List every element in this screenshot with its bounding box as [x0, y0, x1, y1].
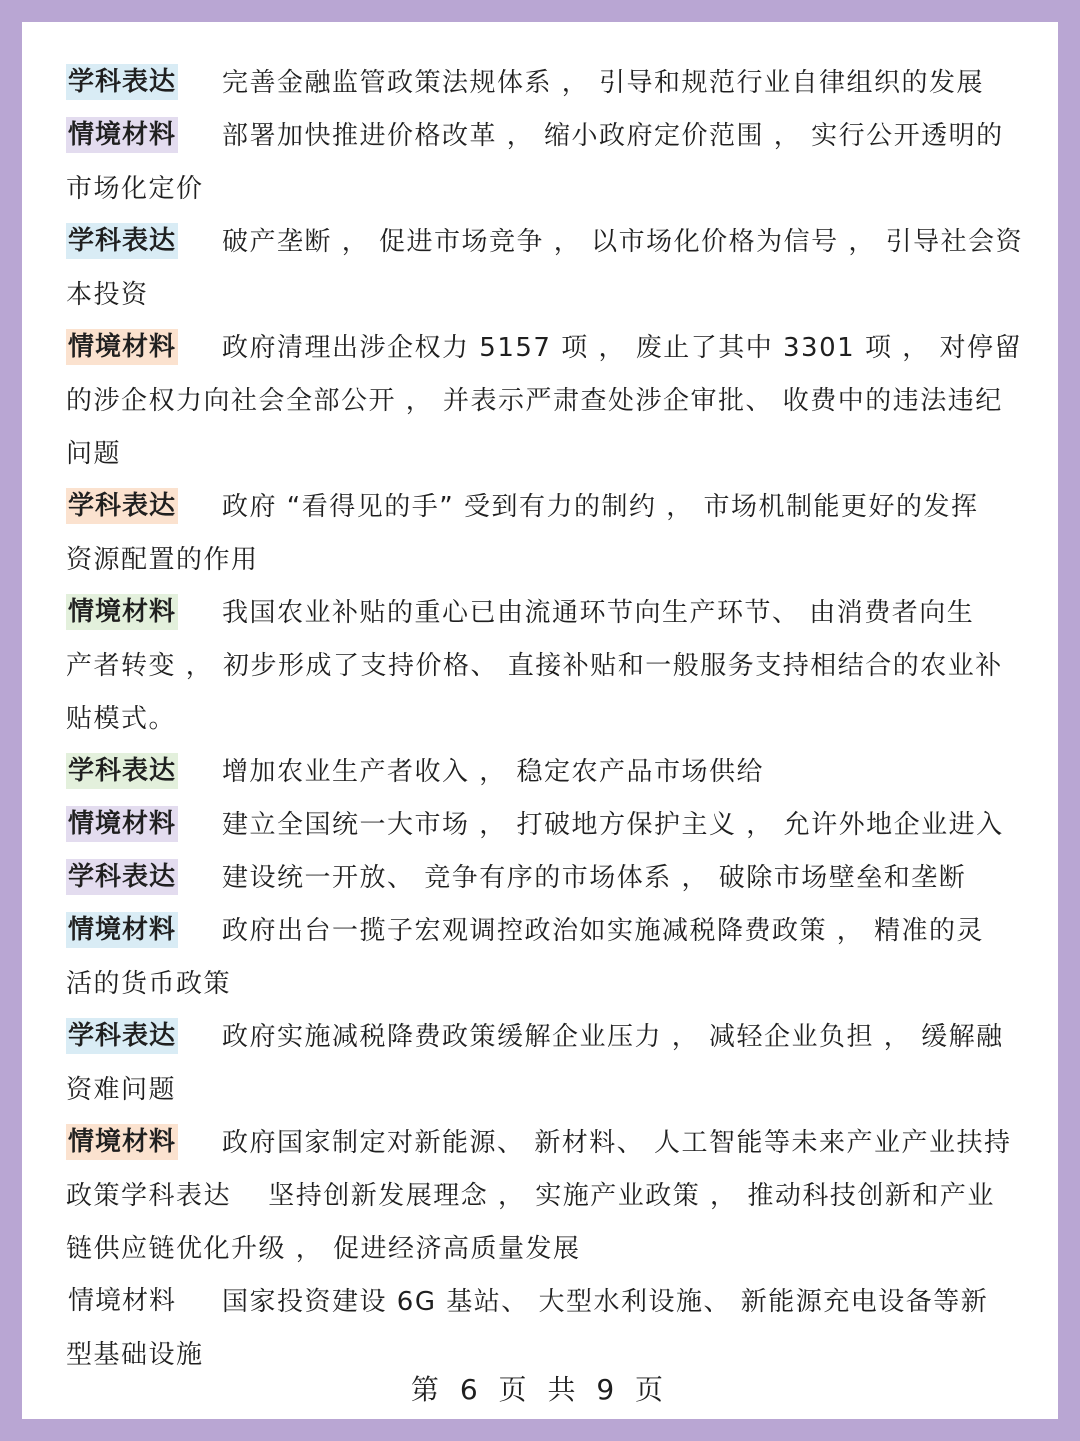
entry-first-line: [66, 905, 1026, 958]
entry-text: 资难问题: [66, 1075, 177, 1105]
context-material-tag: 情境材料: [66, 912, 178, 948]
context-material-tag: 情境材料: [66, 329, 178, 365]
entry-continuation-line: [66, 1223, 1026, 1276]
entry-text: 政府国家制定对新能源、 新材料、 人工智能等未来产业产业扶持: [222, 1128, 1012, 1158]
document-body: [66, 57, 1026, 1382]
entry-continuation-line: [66, 958, 1026, 1011]
entry-text: 市场化定价: [66, 174, 204, 204]
context-material-tag: 情境材料: [68, 1285, 177, 1316]
entry-first-line: [66, 322, 1026, 375]
entry-continuation-line: [66, 534, 1026, 587]
subject-expression-tag: 学科表达: [66, 1018, 178, 1054]
context-material-tag: 情境材料: [66, 117, 178, 153]
entry-text: 建设统一开放、 竞争有序的市场体系 ， 破除市场壁垒和垄断: [222, 863, 967, 893]
entry-text: 我国农业补贴的重心已由流通环节向生产环节、 由消费者向生: [222, 598, 975, 628]
context-material-tag: 情境材料: [66, 594, 178, 630]
entry-continuation-line: [66, 693, 1026, 746]
entry-text: 贴模式。: [66, 704, 177, 734]
entry-text: 活的货币政策: [66, 969, 232, 999]
entry-text: 增加农业生产者收入 ， 稳定农产品市场供给: [222, 757, 765, 787]
entry-text: 政府出台一揽子宏观调控政治如实施减税降费政策 ， 精准的灵: [222, 916, 985, 946]
subject-expression-tag: 学科表达: [66, 64, 178, 100]
entry-continuation-line: [66, 640, 1026, 693]
entry-text: 国家投资建设 6G 基站、 大型水利设施、 新能源充电设备等新: [222, 1287, 989, 1317]
entry-first-line: [66, 1011, 1026, 1064]
entry-text: 本投资: [66, 280, 149, 310]
entry-text: 破产垄断 ， 促进市场竞争 ， 以市场化价格为信号 ， 引导社会资: [222, 227, 1024, 257]
entry-first-line: [66, 481, 1026, 534]
entry-continuation-line: [66, 375, 1026, 428]
entry-first-line: [66, 587, 1026, 640]
entry-text: 链供应链优化升级 ， 促进经济高质量发展: [66, 1234, 581, 1264]
entry-text: 部署加快推进价格改革 ， 缩小政府定价范围 ， 实行公开透明的: [222, 121, 1004, 151]
entry-text: 政策学科表达 坚持创新发展理念 ， 实施产业政策 ， 推动科技创新和产业: [66, 1181, 995, 1211]
entry-first-line: [66, 216, 1026, 269]
subject-expression-tag: 学科表达: [66, 753, 178, 789]
entry-text: 完善金融监管政策法规体系 ， 引导和规范行业自律组织的发展: [222, 68, 985, 98]
entry-text: 政府清理出涉企权力 5157 项 ， 废止了其中 3301 项 ， 对停留: [222, 333, 1022, 363]
entry-continuation-line: [66, 1170, 1026, 1223]
entry-first-line: [66, 799, 1026, 852]
entry-first-line: [66, 1276, 1026, 1329]
entry-first-line: [66, 110, 1026, 163]
document-page: [22, 22, 1058, 1419]
entry-text: 建立全国统一大市场 ， 打破地方保护主义 ， 允许外地企业进入: [222, 810, 1004, 840]
entry-continuation-line: [66, 428, 1026, 481]
subject-expression-tag: 学科表达: [66, 223, 178, 259]
entry-first-line: [66, 746, 1026, 799]
entry-text: 型基础设施: [66, 1340, 204, 1370]
entry-text: 资源配置的作用: [66, 545, 259, 575]
subject-expression-tag: 学科表达: [66, 488, 178, 524]
entry-text: 政府 “看得见的手” 受到有力的制约 ， 市场机制能更好的发挥: [222, 492, 979, 522]
subject-expression-tag: 学科表达: [66, 859, 178, 895]
context-material-tag: 情境材料: [66, 806, 178, 842]
page-number: 第 6 页 共 9 页: [410, 1373, 670, 1406]
entry-first-line: [66, 852, 1026, 905]
entry-continuation-line: [66, 269, 1026, 322]
context-material-tag: 情境材料: [66, 1124, 178, 1160]
entry-text: 问题: [66, 439, 122, 469]
entry-text: 政府实施减税降费政策缓解企业压力 ， 减轻企业负担 ， 缓解融: [222, 1022, 1004, 1052]
entry-text: 的涉企权力向社会全部公开 ， 并表示严肃查处涉企审批、 收费中的违法违纪: [66, 386, 1003, 416]
entry-continuation-line: [66, 1064, 1026, 1117]
entry-continuation-line: [66, 163, 1026, 216]
entry-text: 产者转变 ， 初步形成了支持价格、 直接补贴和一般服务支持相结合的农业补: [66, 651, 1003, 681]
entry-first-line: [66, 1117, 1026, 1170]
entry-first-line: [66, 57, 1026, 110]
